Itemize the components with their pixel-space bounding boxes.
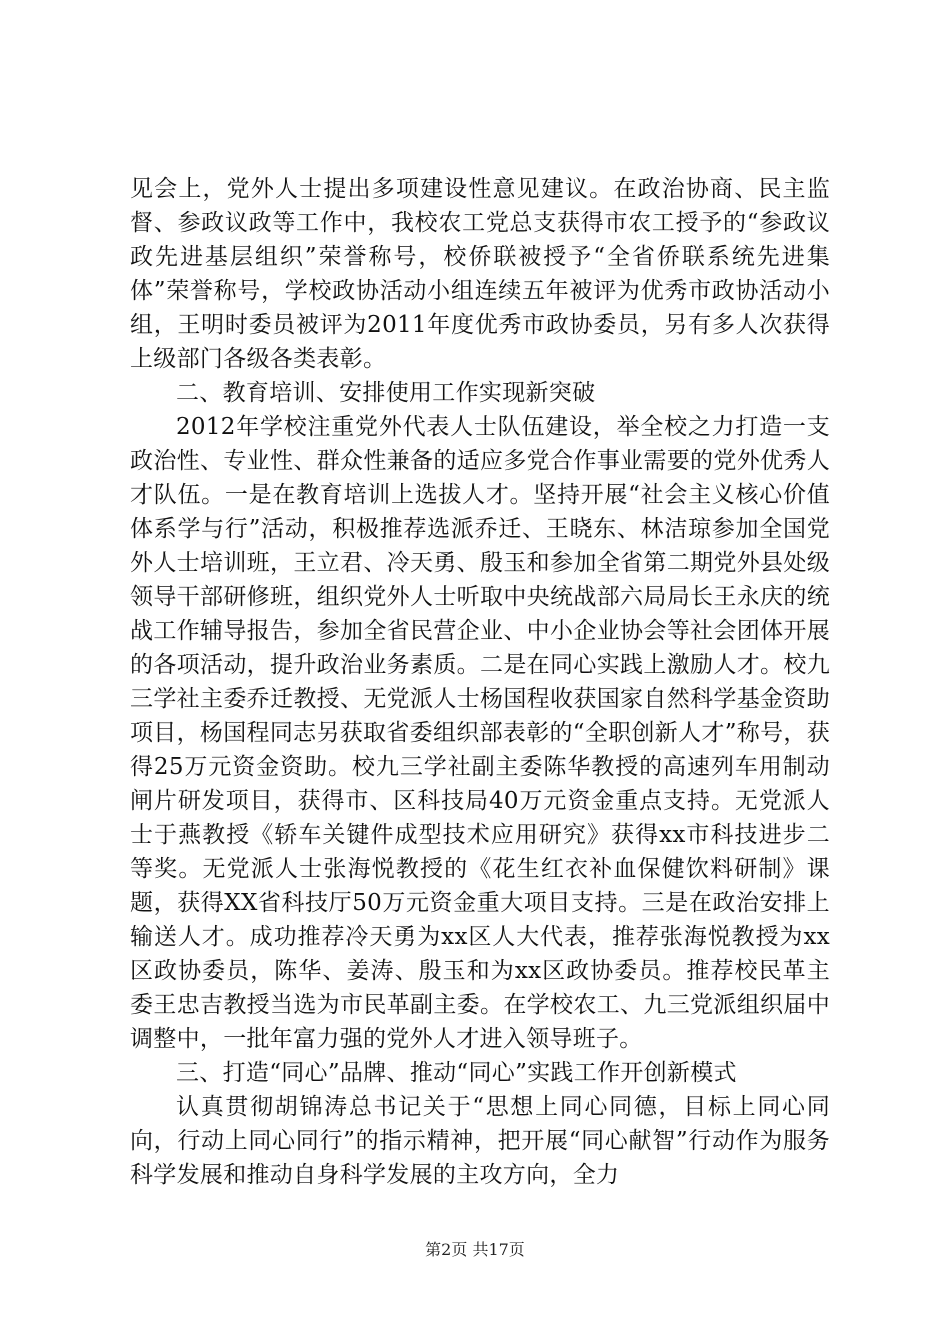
section-heading-3: 三、打造“同心”品牌、推动“同心”实践工作开创新模式 xyxy=(176,1060,737,1086)
page-number-footer: 第2页 共17页 xyxy=(425,1240,525,1259)
document-body xyxy=(130,172,830,1192)
section-heading-2: 二、教育培训、安排使用工作实现新突破 xyxy=(176,380,596,406)
paragraph-section-3: 认真贯彻胡锦涛总书记关于“思想上同心同德，目标上同心同向，行动上同心同行”的指示精神，把开展“同心献智”行动作为服务科学发展和推动自身科学发展的主攻方向，全力 xyxy=(130,1094,830,1188)
paragraph-continued: 见会上，党外人士提出多项建设性意见建议。在政治协商、民主监督、参政议政等工作中，我校农工党总支获得市农工授予的“参政议政先进基层组织”荣誉称号，校侨联被授予“全省侨联系统先进集体”荣誉称号，学校政协活动小组连续五年被评为优秀市政协活动小组，王明时委员被评为2011年度优秀市政协委员，另有多人次获得上级部门各级各类表彰。 xyxy=(130,176,830,372)
paragraph-section-2: 2012年学校注重党外代表人士队伍建设，举全校之力打造一支政治性、专业性、群众性兼备的适应多党合作事业需要的党外优秀人才队伍。一是在教育培训上选拔人才。坚持开展“社会主义核心价值体系学与行”活动，积极推荐选派乔迁、王晓东、林洁琼参加全国党外人士培训班，王立君、冷天勇、殷玉和参加全省第二期党外县处级领导干部研修班，组织党外人士听取中央统战部六局局长王永庆的统战工作辅导报告，参加全省民营企业、中小企业协会等社会团体开展的各项活动，提升政治业务素质。二是在同心实践上激励人才。校九三学社主委乔迁教授、无党派人士杨国程收获国家自然科学基金资助项目，杨国程同志另获取省委组织部表彰的“全职创新人才”称号，获得25万元资金资助。校九三学社副主委陈华教授的高速列车用制动闸片研发项目，获得市、区科技局40万元资金重点支持。无党派人士于燕教授《轿车关键件成型技术应用研究》获得xx市科技进步二等奖。无党派人士张海悦教授的《花生红衣补血保健饮料研制》课题，获得XX省科技厅50万元资金重大项目支持。三是在政治安排上输送人才。成功推荐冷天勇为xx区人大代表，推荐张海悦教授为xx区政协委员，陈华、姜涛、殷玉和为xx区政协委员。推荐校民革主委王忠吉教授当选为市民革副主委。在学校农工、九三党派组织届中调整中，一批年富力强的党外人才进入领导班子。 xyxy=(130,414,830,1052)
